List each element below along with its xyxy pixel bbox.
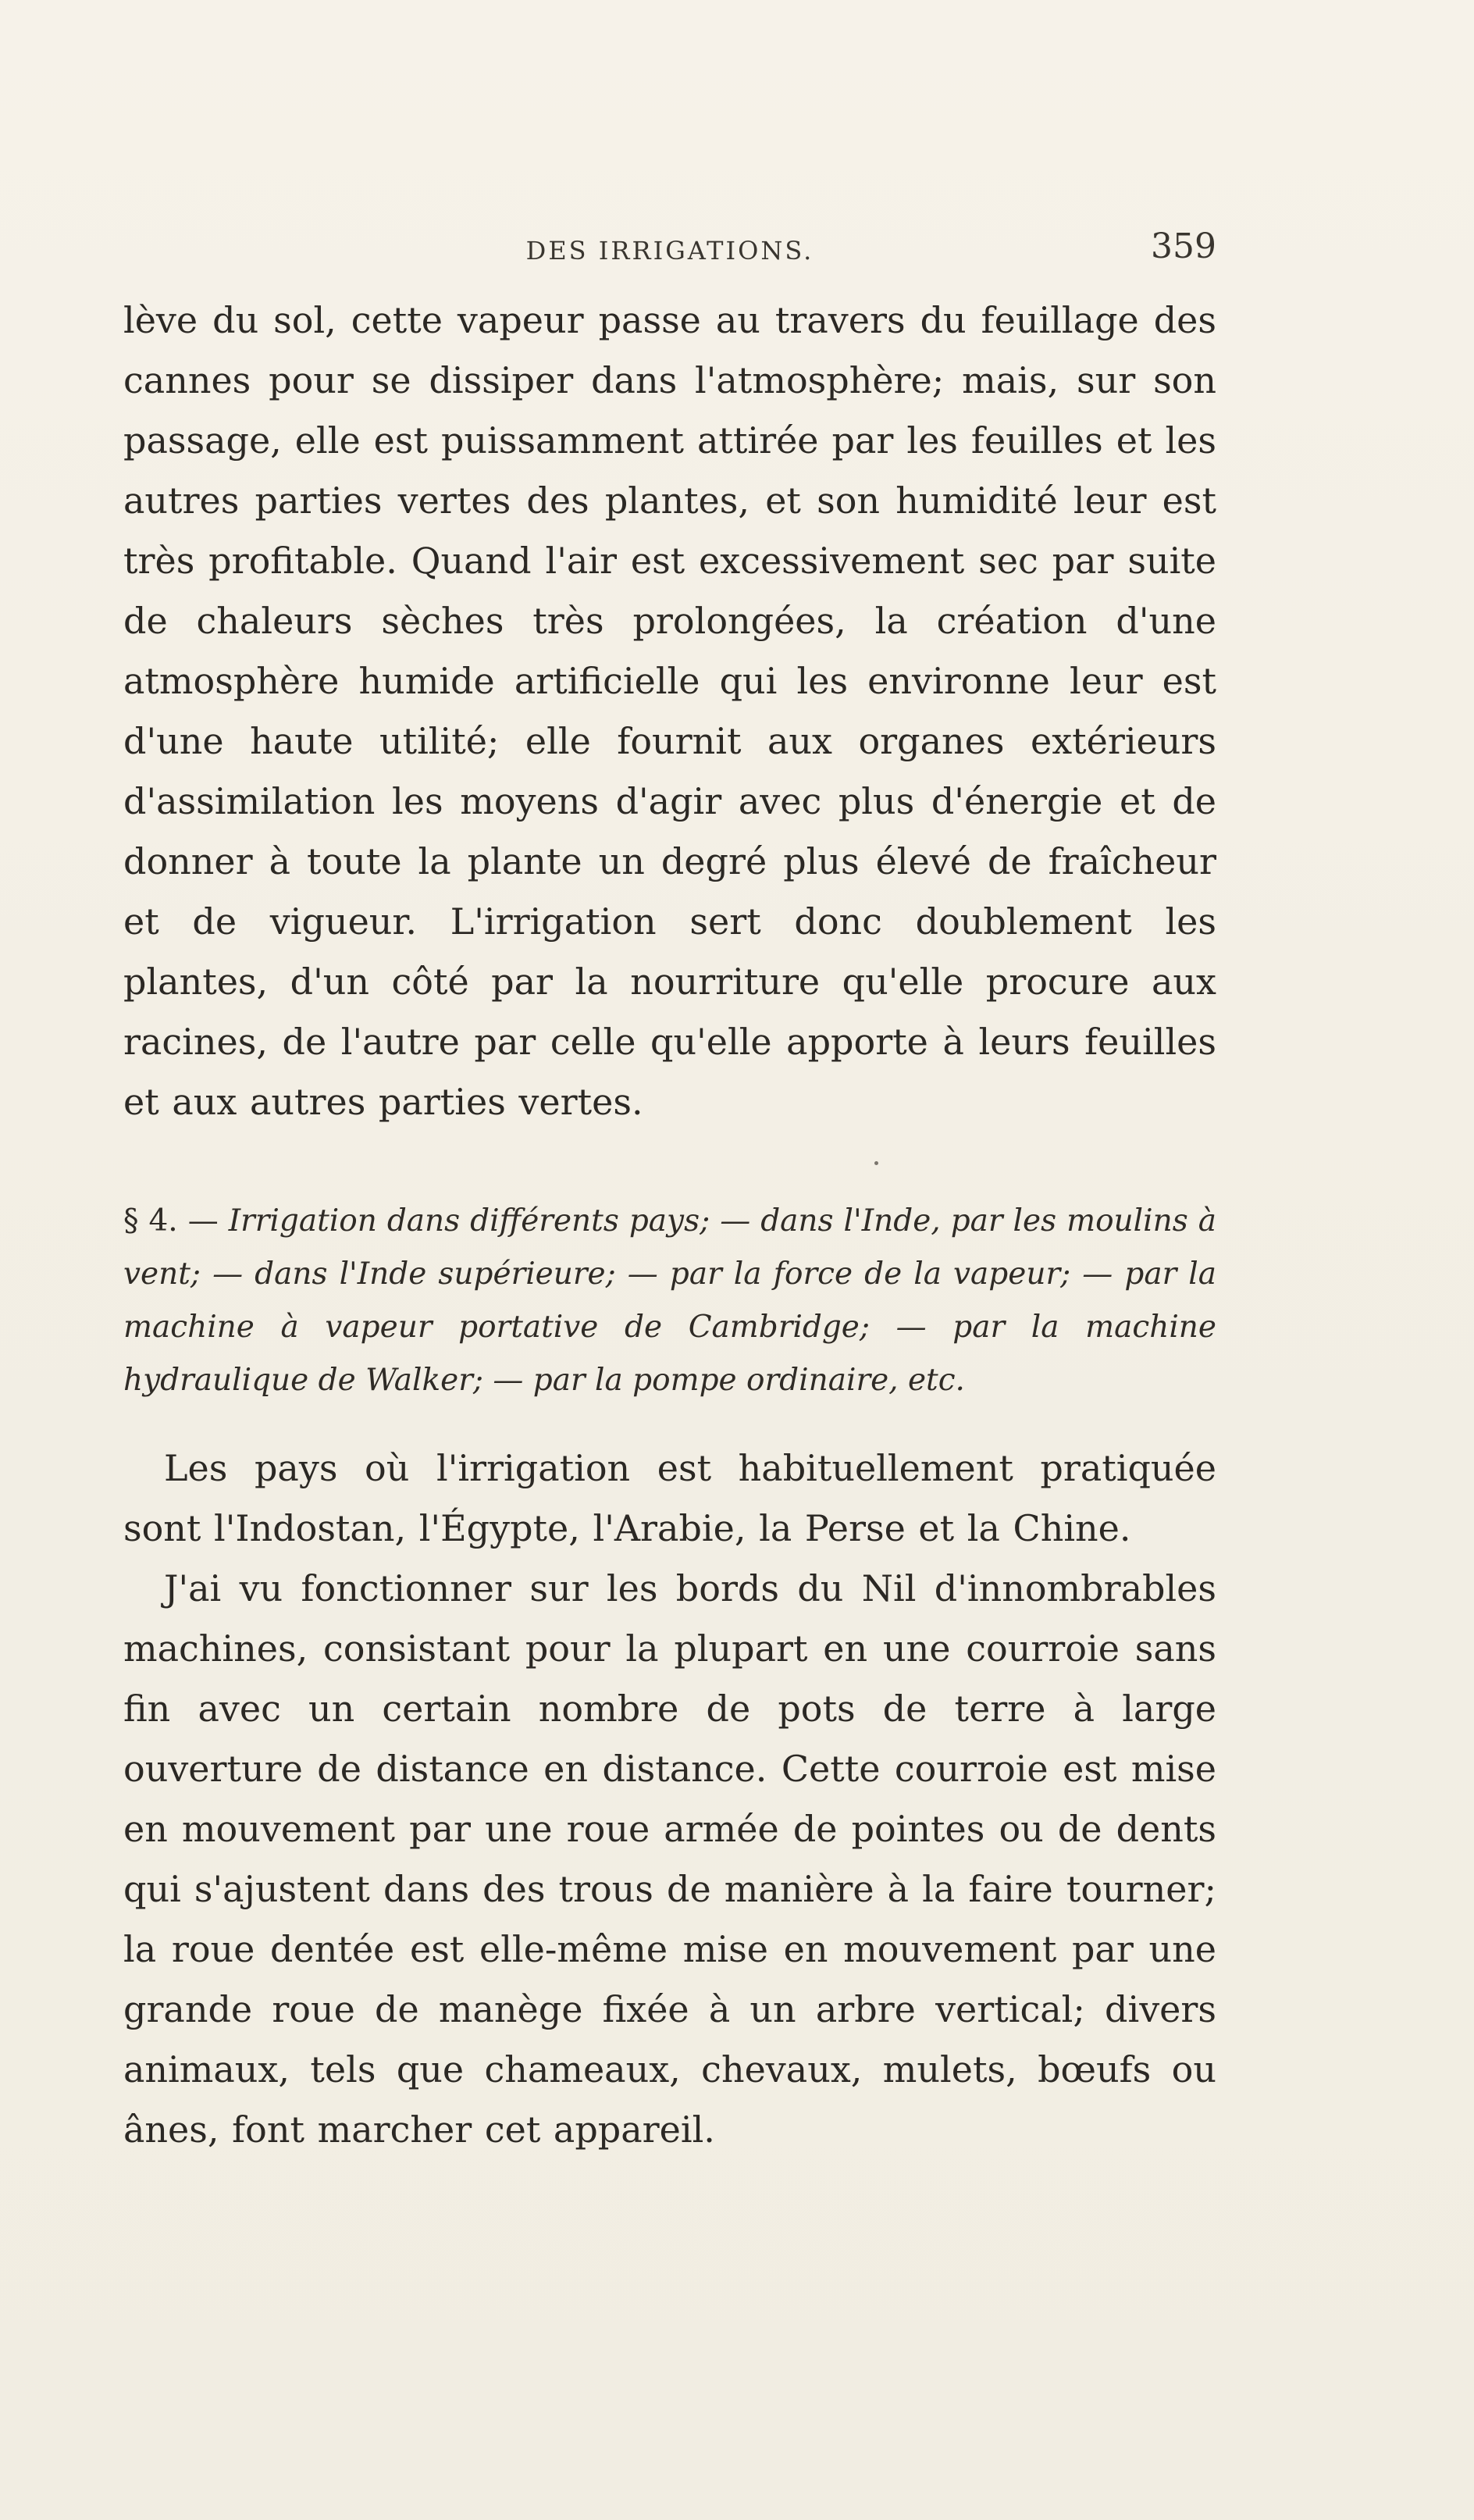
- paragraph-machines: J'ai vu fonctionner sur les bords du Nil d'innombrables machines, consistant pour la plupart en une courroie sans fin avec un certain nombre de pots de terre à large ouverture de distance en distance. Cette courroie est mise en mouvement par une roue armée de pointes ou de dents qui s'ajustent dans des trous de manière à la faire tourner; la roue dentée est elle-même mise en mouvement par une grande roue de manège fixée à un arbre vertical; divers animaux, tels que chameaux, chevaux, mulets, bœufs ou ânes, font marcher cet appareil.: [123, 1567, 1216, 2151]
- page-number: 359: [1151, 226, 1216, 266]
- section-mark: § 4. —: [123, 1203, 219, 1239]
- paragraph-continuation: lève du sol, cette vapeur passe au travers du feuillage des cannes pour se dissiper dans l'atmosphère; mais, sur son passage, elle est puissamment attirée par les feuilles et les autres parties vertes des plantes, et son humidité leur est très profitable. Quand l'air est excessivement sec par suite de chaleurs sèches très prolongées, la création d'une atmosphère humide artificielle qui les environne leur est d'une haute utilité; elle fournit aux organes extérieurs d'assimilation les moyens d'agir avec plus d'énergie et de donner à toute la plante un degré plus élevé de fraîcheur et de vigueur. L'irrigation sert donc doublement les plantes, d'un côté par la nourriture qu'elle procure aux racines, de l'autre par celle qu'elle apporte à leurs feuilles et aux autres parties vertes.: [123, 299, 1216, 1123]
- running-head: DES IRRIGATIONS.: [525, 236, 814, 266]
- section-heading: [123, 1195, 1216, 1407]
- body-text-bottom: [123, 1438, 1216, 2160]
- paragraph-countries: Les pays où l'irrigation est habituellement pratiquée sont l'Indostan, l'Égypte, l'Arabie, la Perse et la Chine.: [123, 1447, 1216, 1549]
- ink-speck: [874, 1161, 878, 1165]
- page-header: [123, 226, 1216, 273]
- section-title: Irrigation dans différents pays; — dans l'Inde, par les moulins à vent; — dans l'Inde supérieure; — par la force de la vapeur; — par la machine à vapeur portative de Cambridge; — par la machine hydraulique de Walker; — par la pompe ordinaire, etc.: [123, 1203, 1216, 1398]
- body-text-top: [123, 290, 1216, 1132]
